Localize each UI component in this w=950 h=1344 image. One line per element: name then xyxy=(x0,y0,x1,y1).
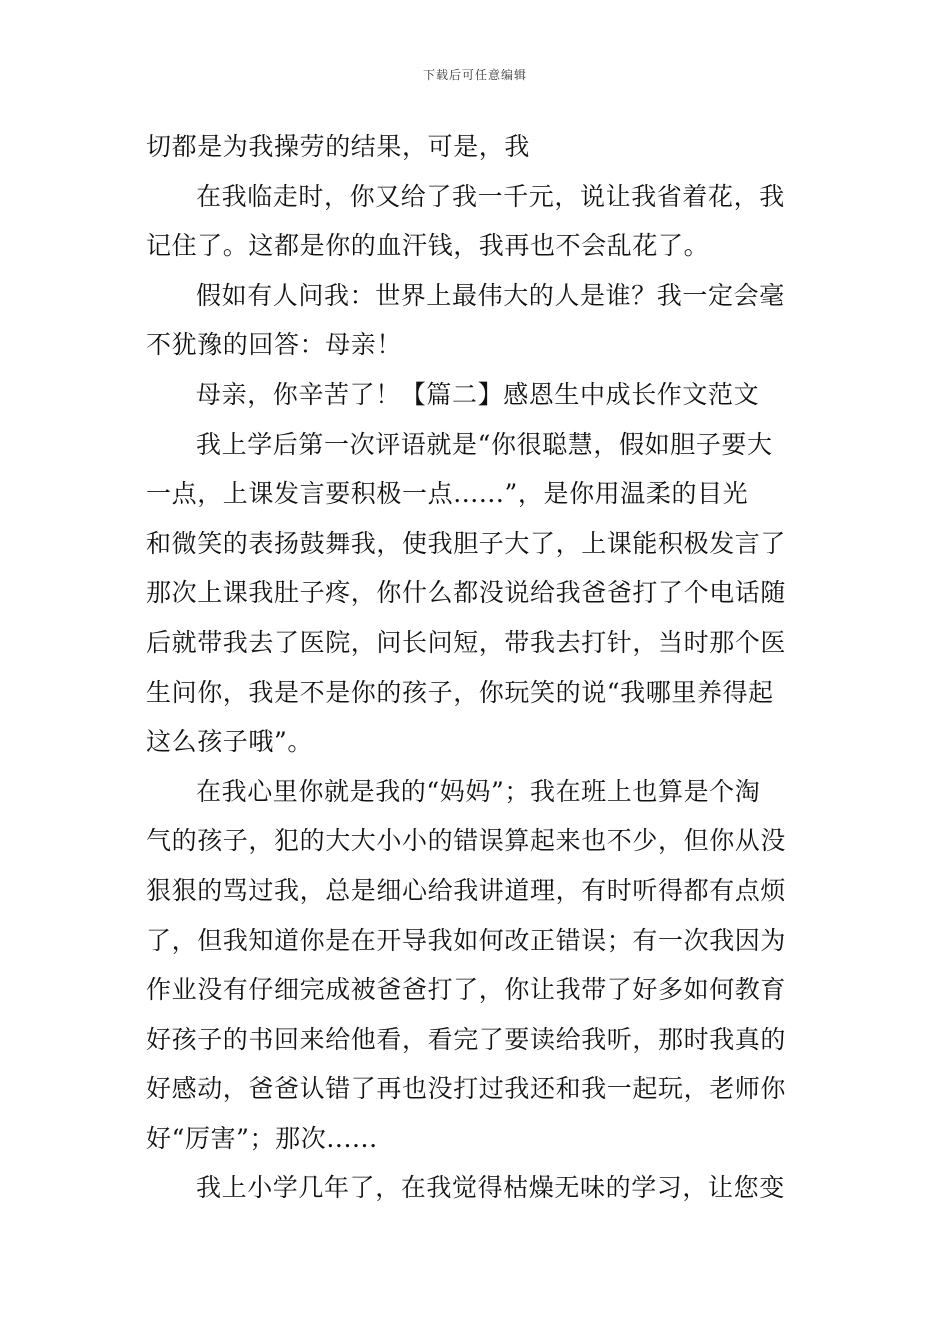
text-line: 和微笑的表扬鼓舞我，使我胆子大了，上课能积极发言了 xyxy=(146,528,787,558)
text-line: 气的孩子，犯的大大小小的错误算起来也不少，但你从没 xyxy=(146,826,787,856)
text-line: 作业没有仔细完成被爸爸打了，你让我带了好多如何教育 xyxy=(146,975,787,1005)
text-line: 好感动，爸爸认错了再也没打过我还和我一起玩，老师你 xyxy=(146,1074,787,1104)
text-line: 在我心里你就是我的“妈妈”；我在班上也算是个淘 xyxy=(196,776,761,806)
text-line: 生问你，我是不是你的孩子，你玩笑的说“我哪里养得起 xyxy=(146,677,774,707)
text-line: 一点，上课发言要积极一点......”，是你用温柔的目光 xyxy=(146,479,749,509)
text-line: 母亲，你辛苦了！【篇二】感恩生中成长作文范文 xyxy=(196,379,760,409)
document-body xyxy=(146,122,808,1213)
text-line: 这么孩子哦”。 xyxy=(146,727,313,757)
text-line: 后就带我去了医院，问长问短，带我去打针，当时那个医 xyxy=(146,627,787,657)
text-line: 了，但我知道你是在开导我如何改正错误；有一次我因为 xyxy=(146,925,787,955)
text-line: 好“厉害”；那次...... xyxy=(146,1123,378,1153)
text-line: 在我临走时，你又给了我一千元，说让我省着花，我 xyxy=(196,181,785,211)
text-line: 好孩子的书回来给他看，看完了要读给我听，那时我真的 xyxy=(146,1024,787,1054)
text-line: 我上学后第一次评语就是“你很聪慧，假如胆子要大 xyxy=(196,429,773,459)
text-line: 记住了。这都是你的血汗钱，我再也不会乱花了。 xyxy=(146,231,710,261)
text-line: 那次上课我肚子疼，你什么都没说给我爸爸打了个电话随 xyxy=(146,578,787,608)
text-line: 切都是为我操劳的结果，可是，我 xyxy=(146,132,531,161)
text-line: 我上小学几年了，在我觉得枯燥无味的学习，让您变 xyxy=(196,1173,785,1203)
page-header: 下载后可任意编辑 xyxy=(422,68,527,82)
text-line: 假如有人问我：世界上最伟大的人是谁？我一定会毫 xyxy=(196,280,785,310)
text-line: 不犹豫的回答：母亲！ xyxy=(146,330,403,360)
text-line: 狠狠的骂过我，总是细心给我讲道理，有时听得都有点烦 xyxy=(146,875,787,905)
